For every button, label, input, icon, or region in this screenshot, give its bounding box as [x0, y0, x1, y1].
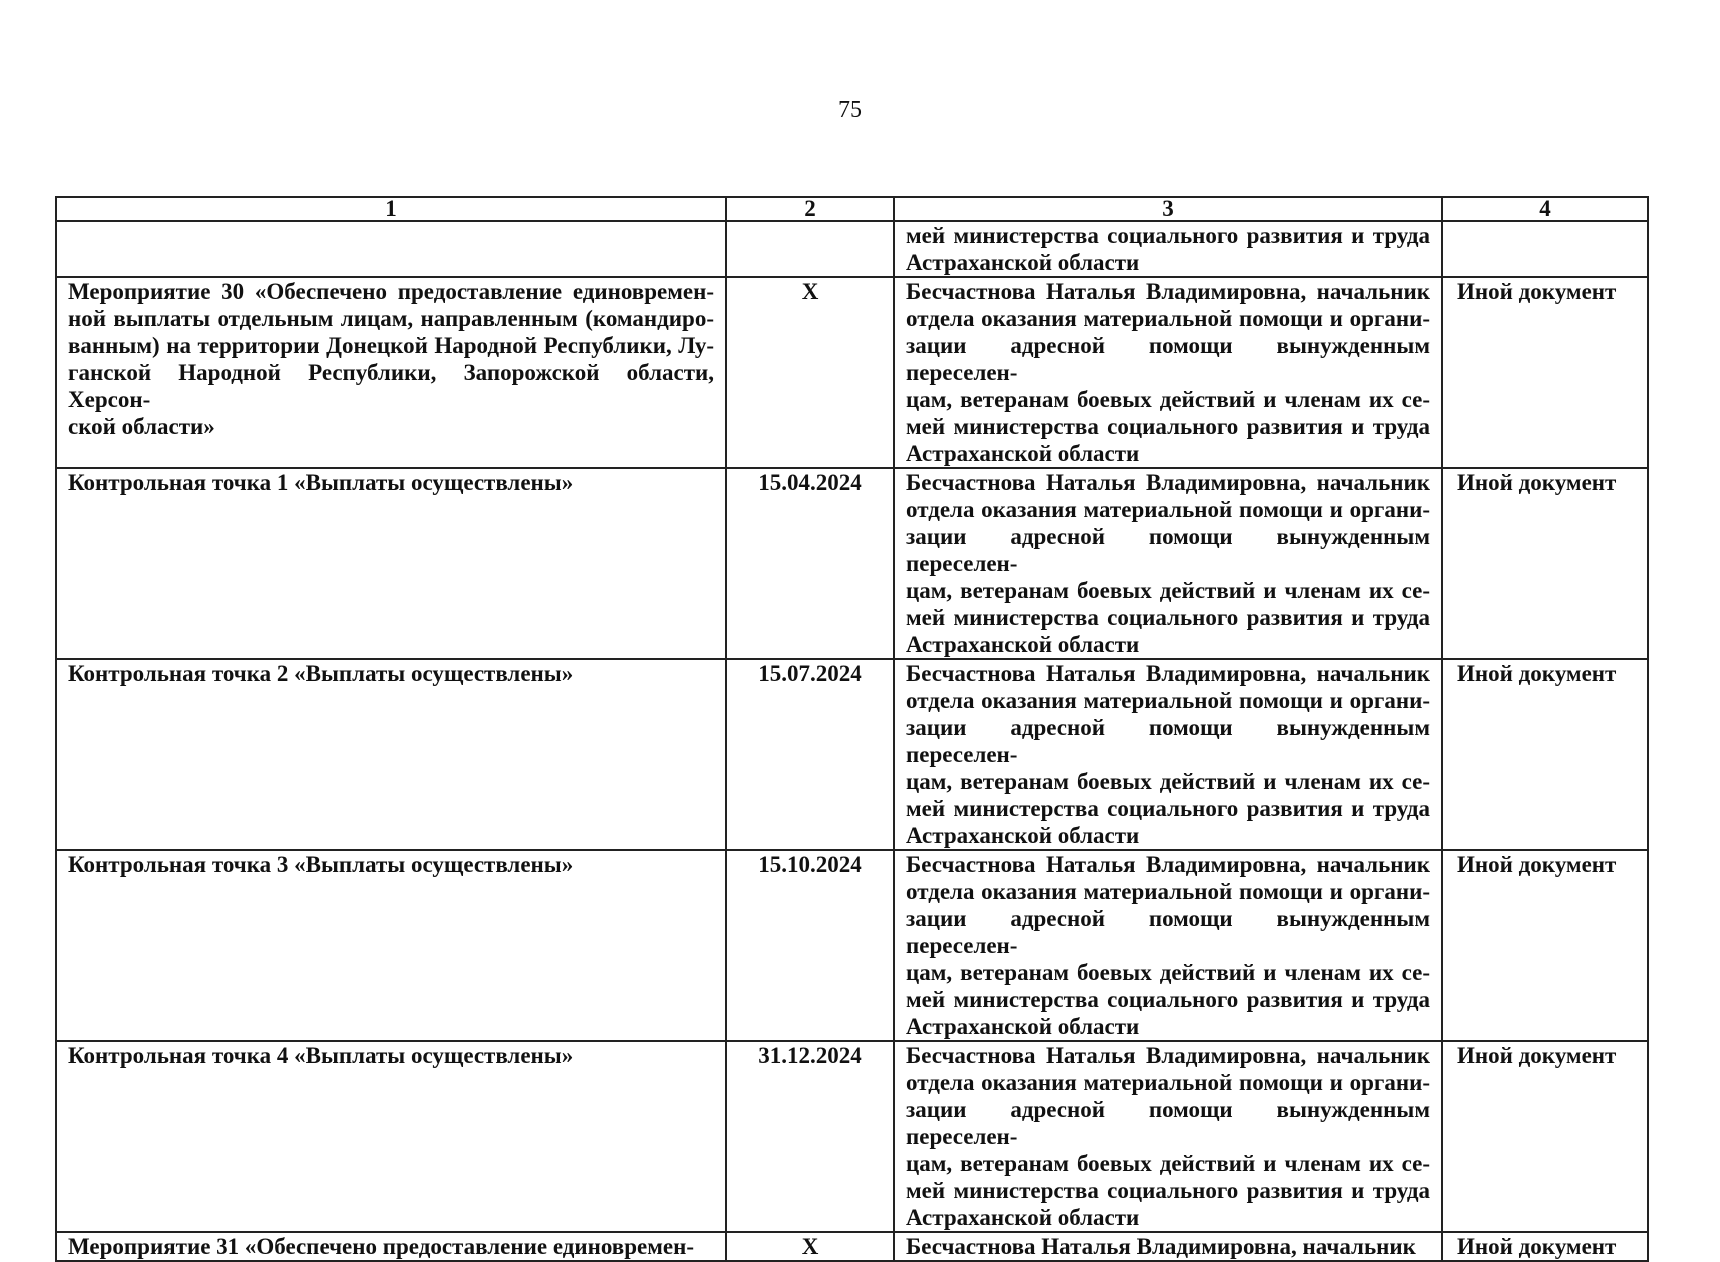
responsible-line: Бесчастнова Наталья Владимировна, начальник: [906, 1043, 1430, 1068]
event-name-line: Контрольная точка 3 «Выплаты осуществлены»: [68, 852, 574, 877]
cell-responsible: [894, 221, 1442, 277]
event-name-line: ванным) на территории Донецкой Народной Республики, Лу-: [68, 333, 714, 358]
cell-deadline: X: [726, 1232, 894, 1261]
cell-deadline: X: [726, 277, 894, 468]
responsible-line: Астраханской области: [906, 823, 1140, 848]
responsible-line: мей министерства социального развития и труда: [906, 796, 1430, 821]
responsible-line: мей министерства социального развития и труда: [906, 223, 1430, 248]
table-row: [56, 221, 1648, 277]
event-name-line: Мероприятие 31 «Обеспечено предоставление единовремен-: [68, 1234, 694, 1259]
responsible-line: цам, ветеранам боевых действий и членам их се-: [906, 578, 1430, 603]
cell-deadline: 15.07.2024: [726, 659, 894, 850]
table-row: [56, 1041, 1648, 1232]
responsible-line: Бесчастнова Наталья Владимировна, начальник: [906, 661, 1430, 686]
table-row: [56, 277, 1648, 468]
cell-event-name: [56, 468, 726, 659]
table-row: [56, 468, 1648, 659]
cell-event-name: [56, 221, 726, 277]
responsible-line: Бесчастнова Наталья Владимировна, начальник: [906, 470, 1430, 495]
cell-deadline: 31.12.2024: [726, 1041, 894, 1232]
responsible-line: мей министерства социального развития и труда: [906, 605, 1430, 630]
event-name-line: ской области»: [68, 414, 215, 439]
responsible-line: Астраханской области: [906, 1014, 1140, 1039]
responsible-line: отдела оказания материальной помощи и органи-: [906, 306, 1430, 331]
cell-document-type: Иной документ: [1442, 277, 1648, 468]
cell-event-name: [56, 1232, 726, 1261]
header-col-4: 4: [1442, 197, 1648, 221]
cell-document-type: Иной документ: [1442, 1041, 1648, 1232]
responsible-line: мей министерства социального развития и труда: [906, 1178, 1430, 1203]
cell-responsible: [894, 468, 1442, 659]
header-col-2: 2: [726, 197, 894, 221]
responsible-line: отдела оказания материальной помощи и органи-: [906, 1070, 1430, 1095]
responsible-line: Астраханской области: [906, 632, 1140, 657]
responsible-line: Бесчастнова Наталья Владимировна, начальник: [906, 1234, 1416, 1259]
cell-responsible: [894, 1232, 1442, 1261]
cell-responsible: [894, 850, 1442, 1041]
responsible-line: мей министерства социального развития и труда: [906, 987, 1430, 1012]
cell-event-name: [56, 850, 726, 1041]
table-row: [56, 659, 1648, 850]
responsible-line: зации адресной помощи вынужденным переселен-: [906, 1097, 1430, 1149]
event-name-line: Мероприятие 30 «Обеспечено предоставление единовремен-: [68, 279, 714, 304]
table-row: [56, 1232, 1648, 1261]
document-table: [55, 196, 1649, 1262]
cell-event-name: [56, 1041, 726, 1232]
responsible-line: цам, ветеранам боевых действий и членам их се-: [906, 387, 1430, 412]
cell-deadline: 15.10.2024: [726, 850, 894, 1041]
table-body: [56, 221, 1648, 1261]
responsible-line: отдела оказания материальной помощи и органи-: [906, 688, 1430, 713]
responsible-line: зации адресной помощи вынужденным переселен-: [906, 906, 1430, 958]
cell-deadline: [726, 221, 894, 277]
cell-document-type: Иной документ: [1442, 1232, 1648, 1261]
responsible-line: зации адресной помощи вынужденным переселен-: [906, 524, 1430, 576]
responsible-line: отдела оказания материальной помощи и органи-: [906, 879, 1430, 904]
cell-document-type: Иной документ: [1442, 850, 1648, 1041]
cell-event-name: [56, 659, 726, 850]
responsible-line: зации адресной помощи вынужденным переселен-: [906, 333, 1430, 385]
responsible-line: Астраханской области: [906, 1205, 1140, 1230]
responsible-line: цам, ветеранам боевых действий и членам их се-: [906, 1151, 1430, 1176]
event-name-line: Контрольная точка 2 «Выплаты осуществлены»: [68, 661, 574, 686]
responsible-line: Астраханской области: [906, 250, 1140, 275]
cell-document-type: Иной документ: [1442, 468, 1648, 659]
cell-deadline: 15.04.2024: [726, 468, 894, 659]
responsible-line: зации адресной помощи вынужденным переселен-: [906, 715, 1430, 767]
responsible-line: Астраханской области: [906, 441, 1140, 466]
event-name-line: ной выплаты отдельным лицам, направленным (командиро-: [68, 306, 714, 331]
page-number: 75: [838, 97, 862, 123]
responsible-line: мей министерства социального развития и труда: [906, 414, 1430, 439]
cell-document-type: Иной документ: [1442, 659, 1648, 850]
cell-event-name: [56, 277, 726, 468]
header-col-1: 1: [56, 197, 726, 221]
cell-responsible: [894, 1041, 1442, 1232]
responsible-line: Бесчастнова Наталья Владимировна, начальник: [906, 852, 1430, 877]
event-name-line: Контрольная точка 4 «Выплаты осуществлены»: [68, 1043, 574, 1068]
responsible-line: Бесчастнова Наталья Владимировна, начальник: [906, 279, 1430, 304]
cell-responsible: [894, 659, 1442, 850]
header-col-3: 3: [894, 197, 1442, 221]
event-name-line: ганской Народной Республики, Запорожской области, Херсон-: [68, 360, 714, 412]
responsible-line: отдела оказания материальной помощи и органи-: [906, 497, 1430, 522]
cell-document-type: [1442, 221, 1648, 277]
table-header-row: [56, 197, 1648, 221]
responsible-line: цам, ветеранам боевых действий и членам их се-: [906, 769, 1430, 794]
responsible-line: цам, ветеранам боевых действий и членам их се-: [906, 960, 1430, 985]
event-name-line: Контрольная точка 1 «Выплаты осуществлены»: [68, 470, 574, 495]
cell-responsible: [894, 277, 1442, 468]
table-row: [56, 850, 1648, 1041]
